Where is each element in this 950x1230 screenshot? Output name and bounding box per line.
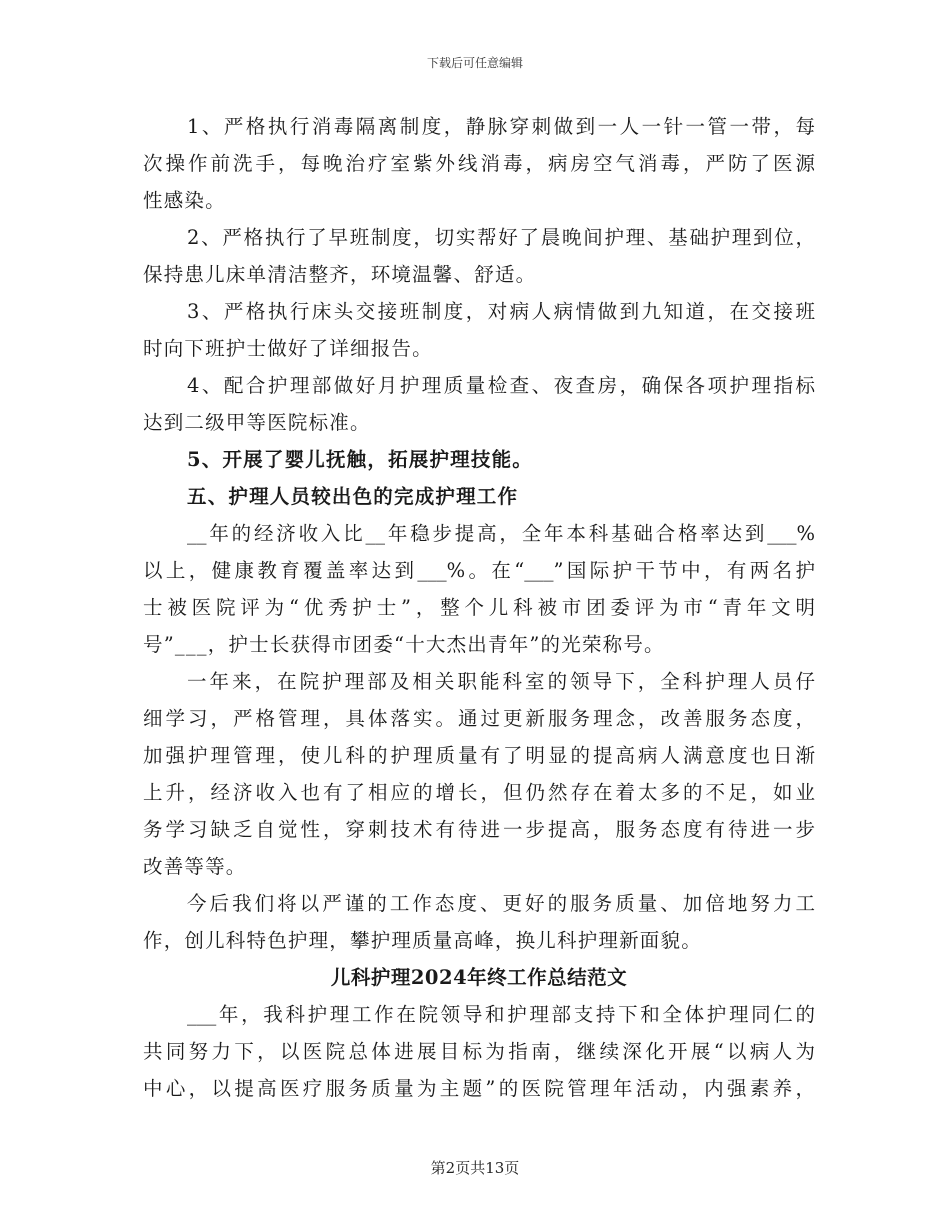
body-line: 达到二级甲等医院标准。 [143, 411, 371, 434]
body-line: 性感染。 [143, 189, 226, 212]
body-line: 1、严格执行消毒隔离制度，静脉穿刺做到一人一针一管一带，每 [187, 115, 815, 138]
section-heading: 五、护理人员较出色的完成护理工作 [187, 485, 519, 508]
body-line: 2、严格执行了早班制度，切实帮好了晨晚间护理、基础护理到位， [187, 226, 815, 249]
body-line: 今后我们将以严谨的工作态度、更好的服务质量、加倍地努力工 [187, 892, 815, 915]
page-footer: 第2页共13页 [430, 1159, 520, 1177]
body-line: 4、配合护理部做好月护理质量检查、夜查房，确保各项护理指标 [187, 374, 815, 397]
body-line: __年的经济收入比__年稳步提高，全年本科基础合格率达到___% [187, 522, 815, 545]
body-line: 作，创儿科特色护理，攀护理质量高峰，换儿科护理新面貌。 [143, 929, 702, 952]
section-title: 儿科护理2024年终工作总结范文 [330, 966, 628, 989]
body-line: 3、严格执行床头交接班制度，对病人病情做到九知道，在交接班 [187, 300, 815, 323]
page-header: 下载后可任意编辑 [426, 56, 523, 70]
body-line: 共同努力下，以医院总体进展目标为指南，继续深化开展“以病人为 [143, 1040, 815, 1063]
body-line: 上升，经济收入也有了相应的增长，但仍然存在着太多的不足，如业 [143, 781, 815, 804]
body-line: 保持患儿床单清洁整齐，环境温馨、舒适。 [143, 263, 537, 286]
document-body [143, 108, 815, 1107]
section-heading: 5、开展了婴儿抚触，拓展护理技能。 [187, 448, 533, 471]
body-line: 细学习，严格管理，具体落实。通过更新服务理念，改善服务态度， [143, 707, 815, 730]
body-line: 中心，以提高医疗服务质量为主题”的医院管理年活动，内强素养， [143, 1077, 815, 1100]
body-line: 号”___，护士长获得市团委“十大杰出青年”的光荣称号。 [143, 633, 665, 656]
body-line: 次操作前洗手，每晚治疗室紫外线消毒，病房空气消毒，严防了医源 [143, 152, 815, 175]
body-line: ___年，我科护理工作在院领导和护理部支持下和全体护理同仁的 [187, 1003, 815, 1026]
body-line: 加强护理管理，使儿科的护理质量有了明显的提高病人满意度也日渐 [143, 744, 815, 767]
body-line: 一年来，在院护理部及相关职能科室的领导下，全科护理人员仔 [187, 670, 815, 693]
body-line: 务学习缺乏自觉性，穿刺技术有待进一步提高，服务态度有待进一步 [143, 818, 815, 841]
body-line: 时向下班护士做好了详细报告。 [143, 337, 433, 360]
body-line: 士被医院评为“优秀护士”，整个儿科被市团委评为市“青年文明 [143, 596, 815, 619]
body-line: 以上，健康教育覆盖率达到___%。在“___”国际护干节中，有两名护 [143, 559, 815, 582]
body-line: 改善等等。 [143, 855, 247, 878]
